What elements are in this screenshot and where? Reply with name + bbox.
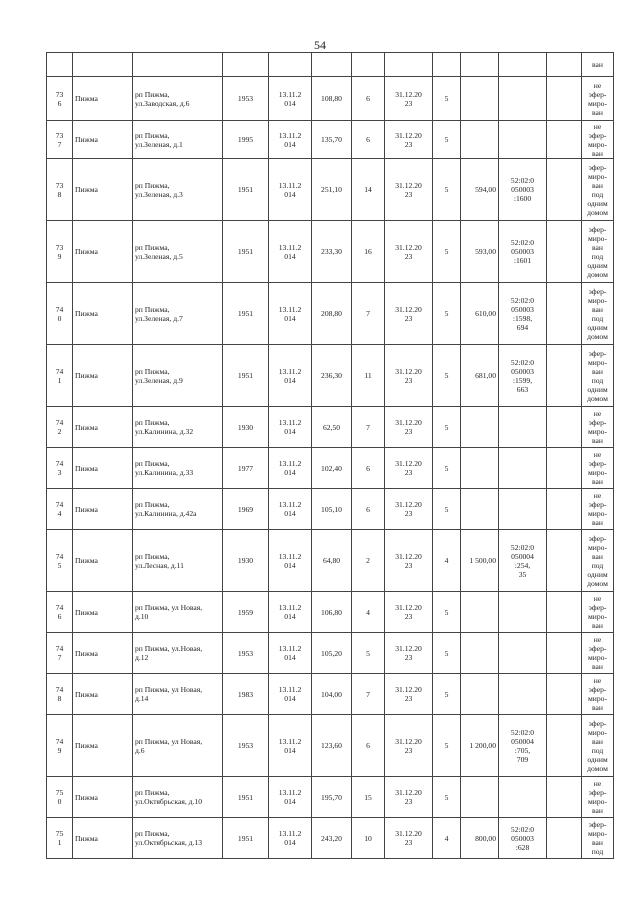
cell-empty (223, 53, 269, 77)
cell-address: рп Пижма, ул Новая, д.6 (133, 715, 223, 777)
cell-empty (547, 592, 582, 633)
cell-empty (547, 777, 582, 818)
cell-number: 74 8 (47, 674, 73, 715)
cell-class: 5 (433, 777, 461, 818)
cell-number: 73 7 (47, 121, 73, 159)
cell-cadastre (499, 448, 547, 489)
cell-status: не эфер- миро- ван (582, 77, 614, 121)
cell-price (461, 489, 499, 530)
table-row (47, 674, 614, 715)
cell-address: рп Пижма, ул.Лесная, д.11 (133, 530, 223, 592)
cell-end-date: 31.12.20 23 (385, 407, 433, 448)
cell-residents: 16 (352, 221, 385, 283)
cell-date: 13.11.2 014 (269, 448, 312, 489)
cell-residents: 5 (352, 633, 385, 674)
cell-town: Пижма (73, 633, 133, 674)
cell-class: 5 (433, 489, 461, 530)
cell-cadastre (499, 592, 547, 633)
cell-number: 74 6 (47, 592, 73, 633)
table-body (47, 53, 614, 859)
cell-number: 74 1 (47, 345, 73, 407)
cell-area: 251,10 (312, 159, 352, 221)
cell-date: 13.11.2 014 (269, 159, 312, 221)
cell-date: 13.11.2 014 (269, 489, 312, 530)
cell-address: рп Пижма, ул.Зеленая, д.9 (133, 345, 223, 407)
cell-empty (433, 53, 461, 77)
cell-town: Пижма (73, 159, 133, 221)
cell-residents: 15 (352, 777, 385, 818)
cell-year: 1930 (223, 407, 269, 448)
cell-status: эфер- миро- ван под одним домом (582, 345, 614, 407)
cell-area: 123,60 (312, 715, 352, 777)
cell-area: 105,20 (312, 633, 352, 674)
cell-price (461, 407, 499, 448)
cell-cadastre: 52:02:0 050003 :628 (499, 818, 547, 859)
cell-town: Пижма (73, 221, 133, 283)
table-row (47, 77, 614, 121)
cell-class: 5 (433, 592, 461, 633)
cell-area: 62,50 (312, 407, 352, 448)
cell-status: эфер- миро- ван под (582, 818, 614, 859)
table-row (47, 159, 614, 221)
cell-cadastre (499, 489, 547, 530)
cell-class: 5 (433, 283, 461, 345)
cell-empty (547, 77, 582, 121)
table-row-top (47, 53, 614, 77)
cell-price (461, 777, 499, 818)
cell-town: Пижма (73, 674, 133, 715)
cell-year: 1983 (223, 674, 269, 715)
cell-date: 13.11.2 014 (269, 592, 312, 633)
cell-end-date: 31.12.20 23 (385, 448, 433, 489)
cell-status: эфер- миро- ван под одним домом (582, 715, 614, 777)
cell-address: рп Пижма, ул.Зеленая, д.3 (133, 159, 223, 221)
cell-town: Пижма (73, 489, 133, 530)
cell-address: рп Пижма, ул Новая, д.14 (133, 674, 223, 715)
table-row (47, 777, 614, 818)
cell-date: 13.11.2 014 (269, 345, 312, 407)
cell-residents: 4 (352, 592, 385, 633)
cell-number: 73 8 (47, 159, 73, 221)
cell-year: 1969 (223, 489, 269, 530)
cell-price: 681,00 (461, 345, 499, 407)
cell-status: не эфер- миро- ван (582, 489, 614, 530)
cell-price (461, 633, 499, 674)
table-row (47, 633, 614, 674)
cell-price: 594,00 (461, 159, 499, 221)
cell-status: не эфер- миро- ван (582, 777, 614, 818)
cell-year: 1953 (223, 77, 269, 121)
cell-price: 1 200,00 (461, 715, 499, 777)
cell-class: 4 (433, 530, 461, 592)
cell-end-date: 31.12.20 23 (385, 283, 433, 345)
cell-empty (547, 159, 582, 221)
cell-empty (269, 53, 312, 77)
cell-end-date: 31.12.20 23 (385, 345, 433, 407)
cell-price: 1 500,00 (461, 530, 499, 592)
table-row (47, 448, 614, 489)
cell-address: рп Пижма, ул.Калинина, д.42а (133, 489, 223, 530)
cell-address: рп Пижма, ул.Зеленая, д.5 (133, 221, 223, 283)
table-row (47, 345, 614, 407)
cell-year: 1959 (223, 592, 269, 633)
cell-status: не эфер- миро- ван (582, 674, 614, 715)
cell-end-date: 31.12.20 23 (385, 777, 433, 818)
cell-empty (547, 345, 582, 407)
table-row (47, 407, 614, 448)
cell-class: 5 (433, 715, 461, 777)
cell-number: 74 7 (47, 633, 73, 674)
cell-empty (547, 674, 582, 715)
cell-empty (547, 633, 582, 674)
cell-number: 74 9 (47, 715, 73, 777)
cell-residents: 6 (352, 121, 385, 159)
cell-price (461, 448, 499, 489)
table-row (47, 592, 614, 633)
cell-end-date: 31.12.20 23 (385, 489, 433, 530)
cell-status: не эфер- миро- ван (582, 121, 614, 159)
cell-number: 75 0 (47, 777, 73, 818)
cell-price (461, 121, 499, 159)
cell-price (461, 592, 499, 633)
cell-empty (547, 121, 582, 159)
cell-date: 13.11.2 014 (269, 633, 312, 674)
cell-cadastre: 52:02:0 050003 :1601 (499, 221, 547, 283)
housing-table (46, 52, 614, 859)
cell-empty (312, 53, 352, 77)
cell-empty (547, 715, 582, 777)
cell-end-date: 31.12.20 23 (385, 674, 433, 715)
cell-residents: 7 (352, 407, 385, 448)
cell-number: 75 1 (47, 818, 73, 859)
cell-date: 13.11.2 014 (269, 715, 312, 777)
cell-address: рп Пижма, ул.Октябрьская, д.10 (133, 777, 223, 818)
cell-empty (547, 489, 582, 530)
cell-empty (547, 53, 582, 77)
cell-cadastre (499, 633, 547, 674)
cell-class: 5 (433, 221, 461, 283)
cell-date: 13.11.2 014 (269, 121, 312, 159)
cell-area: 208,80 (312, 283, 352, 345)
cell-town: Пижма (73, 121, 133, 159)
cell-town: Пижма (73, 448, 133, 489)
table-row (47, 530, 614, 592)
cell-address: рп Пижма, ул.Зеленая, д.7 (133, 283, 223, 345)
cell-address: рп Пижма, ул.Новая, д.12 (133, 633, 223, 674)
cell-number: 73 6 (47, 77, 73, 121)
cell-cadastre (499, 121, 547, 159)
cell-empty (547, 407, 582, 448)
cell-status: не эфер- миро- ван (582, 592, 614, 633)
cell-price: 593,00 (461, 221, 499, 283)
cell-area: 135,70 (312, 121, 352, 159)
cell-empty (133, 53, 223, 77)
table-row (47, 489, 614, 530)
cell-area: 64,80 (312, 530, 352, 592)
cell-cadastre: 52:02:0 050003 :1598, 694 (499, 283, 547, 345)
cell-address: рп Пижма, ул.Октябрьская, д.13 (133, 818, 223, 859)
cell-end-date: 31.12.20 23 (385, 592, 433, 633)
cell-cadastre: 52:02:0 050003 :1600 (499, 159, 547, 221)
cell-price: 800,00 (461, 818, 499, 859)
cell-status: эфер- миро- ван под одним домом (582, 221, 614, 283)
cell-number: 74 4 (47, 489, 73, 530)
cell-class: 5 (433, 159, 461, 221)
cell-class: 5 (433, 77, 461, 121)
cell-town: Пижма (73, 345, 133, 407)
cell-residents: 6 (352, 489, 385, 530)
cell-price (461, 674, 499, 715)
cell-date: 13.11.2 014 (269, 530, 312, 592)
cell-residents: 11 (352, 345, 385, 407)
cell-empty (547, 530, 582, 592)
cell-address: рп Пижма, ул.Заводская, д.6 (133, 77, 223, 121)
cell-empty (352, 53, 385, 77)
cell-date: 13.11.2 014 (269, 674, 312, 715)
cell-area: 243,20 (312, 818, 352, 859)
cell-status: не эфер- миро- ван (582, 448, 614, 489)
cell-town: Пижма (73, 715, 133, 777)
cell-class: 5 (433, 448, 461, 489)
cell-status: ван (582, 53, 614, 77)
cell-date: 13.11.2 014 (269, 407, 312, 448)
table-row (47, 121, 614, 159)
cell-status: эфер- миро- ван под одним домом (582, 530, 614, 592)
cell-number: 74 2 (47, 407, 73, 448)
cell-area: 236,30 (312, 345, 352, 407)
cell-end-date: 31.12.20 23 (385, 121, 433, 159)
cell-number: 74 3 (47, 448, 73, 489)
cell-class: 5 (433, 674, 461, 715)
cell-year: 1951 (223, 818, 269, 859)
cell-residents: 7 (352, 283, 385, 345)
cell-status: эфер- миро- ван под одним домом (582, 159, 614, 221)
cell-area: 195,70 (312, 777, 352, 818)
cell-cadastre (499, 674, 547, 715)
table-row (47, 221, 614, 283)
cell-empty (547, 221, 582, 283)
cell-town: Пижма (73, 777, 133, 818)
cell-area: 106,80 (312, 592, 352, 633)
cell-residents: 6 (352, 77, 385, 121)
cell-residents: 6 (352, 448, 385, 489)
cell-empty (461, 53, 499, 77)
cell-class: 4 (433, 818, 461, 859)
cell-town: Пижма (73, 530, 133, 592)
cell-date: 13.11.2 014 (269, 777, 312, 818)
cell-price: 610,00 (461, 283, 499, 345)
cell-cadastre: 52:02:0 050003 :1599, 663 (499, 345, 547, 407)
cell-class: 5 (433, 407, 461, 448)
cell-address: рп Пижма, ул Новая, д.10 (133, 592, 223, 633)
cell-year: 1951 (223, 345, 269, 407)
cell-town: Пижма (73, 818, 133, 859)
cell-cadastre (499, 407, 547, 448)
cell-empty (547, 283, 582, 345)
cell-area: 102,40 (312, 448, 352, 489)
cell-area: 104,00 (312, 674, 352, 715)
cell-residents: 7 (352, 674, 385, 715)
page-number: 54 (314, 38, 326, 52)
cell-end-date: 31.12.20 23 (385, 715, 433, 777)
cell-area: 233,30 (312, 221, 352, 283)
cell-empty (499, 53, 547, 77)
cell-number: 74 0 (47, 283, 73, 345)
table-row (47, 715, 614, 777)
cell-date: 13.11.2 014 (269, 77, 312, 121)
cell-empty (547, 448, 582, 489)
cell-year: 1995 (223, 121, 269, 159)
cell-cadastre: 52:02:0 050004 :254, 35 (499, 530, 547, 592)
cell-end-date: 31.12.20 23 (385, 633, 433, 674)
table-row (47, 818, 614, 859)
cell-number: 74 5 (47, 530, 73, 592)
cell-price (461, 77, 499, 121)
cell-town: Пижма (73, 77, 133, 121)
cell-cadastre: 52:02:0 050004 :705, 709 (499, 715, 547, 777)
cell-date: 13.11.2 014 (269, 283, 312, 345)
cell-residents: 2 (352, 530, 385, 592)
cell-year: 1977 (223, 448, 269, 489)
cell-cadastre (499, 777, 547, 818)
cell-year: 1951 (223, 777, 269, 818)
cell-cadastre (499, 77, 547, 121)
cell-address: рп Пижма, ул.Калинина, д.32 (133, 407, 223, 448)
cell-year: 1951 (223, 159, 269, 221)
cell-status: не эфер- миро- ван (582, 407, 614, 448)
cell-end-date: 31.12.20 23 (385, 221, 433, 283)
cell-year: 1951 (223, 221, 269, 283)
cell-address: рп Пижма, ул.Зеленая, д.1 (133, 121, 223, 159)
table-row (47, 283, 614, 345)
cell-town: Пижма (73, 407, 133, 448)
cell-empty (385, 53, 433, 77)
cell-empty (47, 53, 73, 77)
cell-end-date: 31.12.20 23 (385, 159, 433, 221)
cell-date: 13.11.2 014 (269, 818, 312, 859)
cell-year: 1953 (223, 633, 269, 674)
cell-end-date: 31.12.20 23 (385, 530, 433, 592)
cell-residents: 14 (352, 159, 385, 221)
cell-date: 13.11.2 014 (269, 221, 312, 283)
cell-year: 1953 (223, 715, 269, 777)
cell-class: 5 (433, 633, 461, 674)
cell-town: Пижма (73, 283, 133, 345)
cell-year: 1951 (223, 283, 269, 345)
cell-status: не эфер- миро- ван (582, 633, 614, 674)
cell-empty (547, 818, 582, 859)
cell-year: 1930 (223, 530, 269, 592)
cell-residents: 10 (352, 818, 385, 859)
cell-class: 5 (433, 345, 461, 407)
cell-area: 105,10 (312, 489, 352, 530)
cell-empty (73, 53, 133, 77)
cell-end-date: 31.12.20 23 (385, 818, 433, 859)
cell-number: 73 9 (47, 221, 73, 283)
cell-class: 5 (433, 121, 461, 159)
cell-address: рп Пижма, ул.Калинина, д.33 (133, 448, 223, 489)
cell-residents: 6 (352, 715, 385, 777)
cell-status: эфер- миро- ван под одним домом (582, 283, 614, 345)
cell-area: 108,80 (312, 77, 352, 121)
cell-town: Пижма (73, 592, 133, 633)
cell-end-date: 31.12.20 23 (385, 77, 433, 121)
